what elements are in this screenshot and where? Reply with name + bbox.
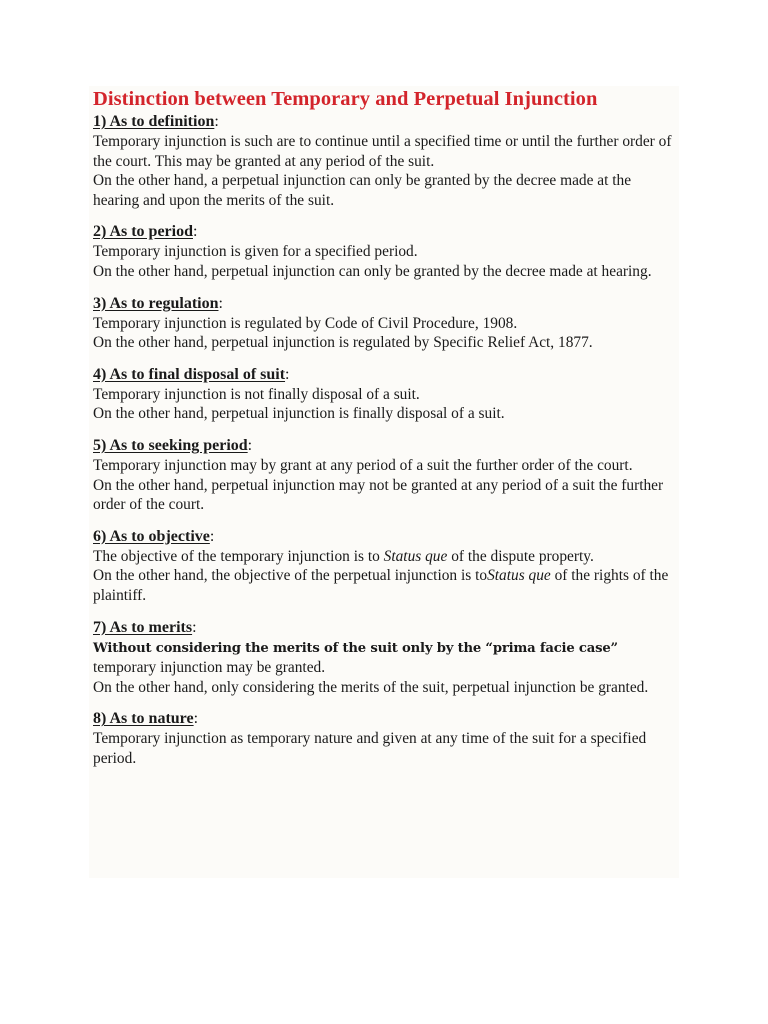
section-final-disposal [93, 365, 679, 424]
heading-colon: : [247, 436, 253, 454]
section-heading [93, 222, 679, 242]
paragraph: On the other hand, perpetual injunction may not be granted at any period of a suit the further order of the court. [93, 476, 664, 514]
paragraph [93, 566, 679, 605]
bold-text-run: Without considering the merits of the suit only by the “prima facie case” [93, 640, 618, 656]
section-heading [93, 618, 679, 638]
section-regulation [93, 294, 679, 353]
heading-colon: : [285, 365, 290, 383]
section-heading-label: 1) As to definition [93, 113, 215, 130]
paragraph: On the other hand, perpetual injunction can only be granted by the decree made at hearing. [93, 262, 652, 280]
section-heading [93, 294, 679, 314]
paragraph: Temporary injunction is regulated by Code of Civil Procedure, 1908. [93, 314, 518, 332]
text-run: of the dispute property. [447, 547, 594, 565]
paragraph: Temporary injunction as temporary nature and given at any time of the suit for a specified period. [93, 730, 647, 767]
section-seeking-period [93, 436, 679, 515]
section-heading [93, 709, 679, 729]
text-run: of the rights of the plaintiff. [93, 567, 669, 604]
heading-colon: : [193, 710, 199, 728]
paragraph: On the other hand, a perpetual injunction can only be granted by the decree made at the hearing and upon the merits of the suit. [93, 172, 632, 209]
paragraph: On the other hand, perpetual injunction is finally disposal of a suit. [93, 405, 505, 423]
italic-term: Status que [487, 567, 551, 585]
paragraph [93, 638, 679, 678]
section-heading-label: 4) As to final disposal of suit [93, 365, 286, 383]
section-objective [93, 527, 679, 606]
section-heading [93, 112, 679, 132]
heading-colon: : [193, 223, 198, 241]
paragraph [93, 547, 679, 567]
section-definition [93, 112, 679, 210]
section-heading [93, 365, 679, 385]
section-merits [93, 618, 679, 698]
paragraph: On the other hand, only considering the merits of the suit, perpetual injunction be granted. [93, 678, 649, 696]
text-run: The objective of the temporary injunction is to [93, 547, 384, 565]
text-run: temporary injunction may be granted. [93, 659, 326, 677]
section-heading-label: 8) As to nature [93, 710, 194, 728]
heading-colon: : [214, 113, 219, 130]
section-heading-label: 6) As to objective [93, 527, 210, 545]
section-heading-label: 3) As to regulation [93, 294, 219, 312]
document-title: Distinction between Temporary and Perpetual Injunction [93, 88, 598, 110]
section-heading [93, 436, 679, 456]
text-run: On the other hand, the objective of the perpetual injunction is to [93, 567, 488, 585]
section-heading-label: 7) As to merits [93, 618, 193, 636]
paragraph: Temporary injunction is not finally disposal of a suit. [93, 385, 420, 403]
document-page [89, 86, 679, 878]
section-heading [93, 527, 679, 547]
paragraph: Temporary injunction may by grant at any period of a suit the further order of the court. [93, 456, 633, 474]
paragraph: On the other hand, perpetual injunction is regulated by Specific Relief Act, 1877. [93, 334, 593, 352]
section-heading-label: 5) As to seeking period [93, 436, 248, 454]
italic-term: Status que [383, 547, 448, 565]
heading-colon: : [218, 294, 223, 312]
heading-colon: : [209, 527, 215, 545]
section-nature [93, 709, 679, 768]
section-period [93, 222, 679, 281]
section-heading-label: 2) As to period [93, 223, 193, 241]
paragraph: Temporary injunction is such are to continue until a specified time or until the further order of the court. This may be granted at any period of the suit. [93, 133, 672, 170]
paragraph: Temporary injunction is given for a specified period. [93, 243, 418, 261]
heading-colon: : [192, 618, 197, 636]
